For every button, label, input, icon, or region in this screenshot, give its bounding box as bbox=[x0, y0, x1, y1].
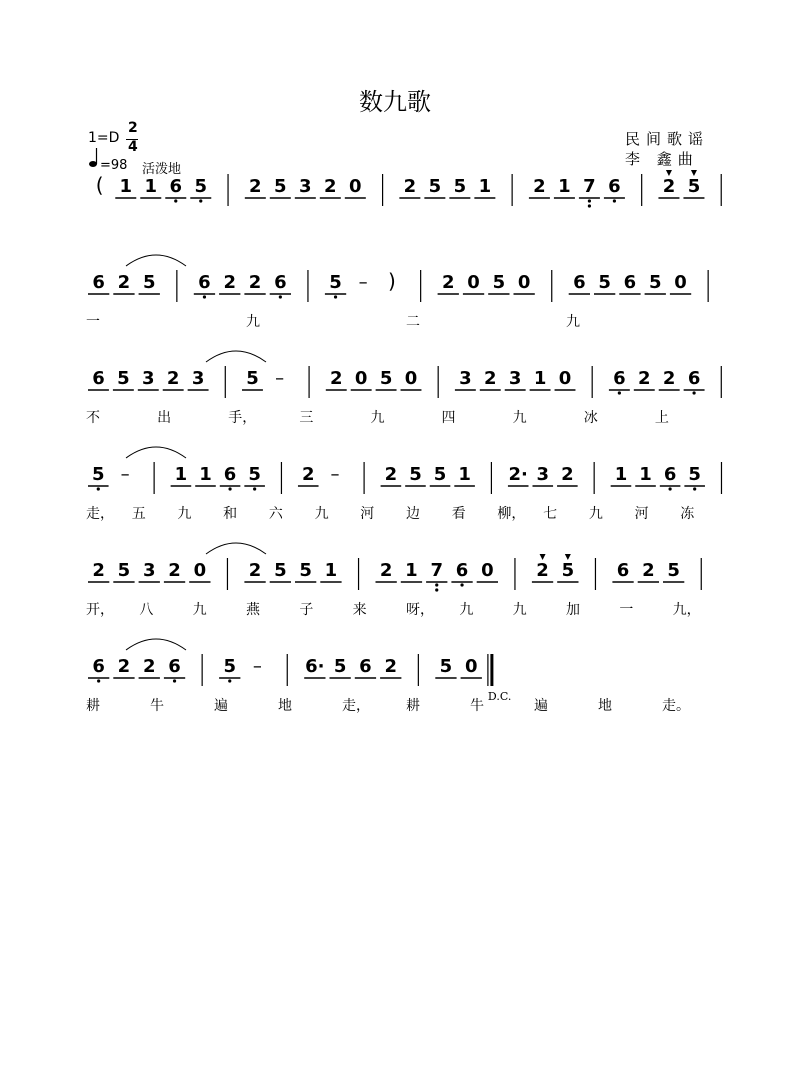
lyric-word: 耕 bbox=[406, 698, 420, 714]
da-capo-mark: D.C. bbox=[487, 690, 512, 703]
note-digit: 1 bbox=[478, 176, 492, 197]
note-digit: 0 bbox=[404, 368, 418, 389]
sustain-dash: – bbox=[120, 464, 130, 485]
low-octave-dot bbox=[693, 391, 696, 394]
note-digit: 5 bbox=[92, 464, 105, 485]
lyric-word: 冻 bbox=[680, 506, 695, 522]
note-digit: 2 bbox=[662, 368, 676, 389]
note-digit: 2 bbox=[248, 272, 262, 293]
note-digit: 2 bbox=[301, 464, 315, 485]
lyric-word: 不 bbox=[86, 410, 100, 426]
note-digit: 0 bbox=[517, 272, 531, 293]
note-digit: 0 bbox=[481, 560, 494, 581]
lyric-word: 一 bbox=[619, 602, 634, 618]
note-digit: 3 bbox=[459, 368, 472, 389]
note-digit: 3 bbox=[299, 176, 312, 197]
note-digit: 2 bbox=[403, 176, 417, 197]
note-digit: 2 bbox=[642, 560, 655, 581]
low-octave-dot bbox=[334, 295, 337, 298]
note-digit: 1 bbox=[639, 464, 652, 485]
lyric-word: 五 bbox=[131, 506, 146, 522]
note-digit: 3 bbox=[142, 368, 155, 389]
lyric-word: 和 bbox=[223, 506, 238, 522]
note-digit: 0 bbox=[467, 272, 480, 293]
lyric-word: 九 bbox=[246, 314, 260, 330]
note-digit: 5 bbox=[409, 464, 422, 485]
sustain-dash: – bbox=[358, 272, 368, 293]
note-digit: 5 bbox=[117, 368, 130, 389]
low-octave-dot bbox=[279, 295, 282, 298]
note-digit: 1 bbox=[558, 176, 571, 197]
note-digit: 5 bbox=[598, 272, 611, 293]
lyric-word: 冰 bbox=[583, 410, 598, 426]
note-digit: 2 bbox=[223, 272, 237, 293]
note-digit: 5 bbox=[688, 464, 701, 485]
lyric-word: 九 bbox=[512, 602, 527, 618]
note-digit: 2 bbox=[379, 560, 393, 581]
note-digit: 5 bbox=[667, 560, 680, 581]
note-digit: 5 bbox=[433, 464, 447, 485]
lyric-word: 遍 bbox=[534, 698, 548, 714]
lyric-word: 出 bbox=[157, 410, 172, 426]
note-digit: 1 bbox=[144, 176, 158, 197]
note-digit: 5 bbox=[117, 560, 131, 581]
note-digit: 5 bbox=[428, 176, 442, 197]
low-octave-dot bbox=[588, 204, 591, 207]
note-digit: 7 bbox=[430, 560, 444, 581]
sustain-dash: – bbox=[330, 464, 340, 485]
lyric-word: 子 bbox=[299, 602, 314, 618]
note-digit: 0 bbox=[354, 368, 368, 389]
note-digit: 5 bbox=[687, 176, 701, 197]
lyric-word: 看 bbox=[451, 506, 466, 522]
low-octave-dot bbox=[203, 295, 206, 298]
note-digit: 5 bbox=[223, 656, 237, 677]
note-digit: 6 bbox=[92, 272, 105, 293]
parenthesis: ) bbox=[387, 269, 396, 293]
note-digit: 6 bbox=[168, 656, 181, 677]
low-octave-dot bbox=[435, 588, 438, 591]
note-digit: 2 bbox=[329, 368, 343, 389]
lyric-word: 耕 bbox=[86, 698, 100, 714]
time-signature-top: 2 bbox=[128, 120, 138, 136]
lyric-word: 手， bbox=[228, 410, 257, 426]
lyric-word: 牛 bbox=[150, 698, 164, 714]
sustain-dash: – bbox=[275, 368, 285, 389]
note-digit: 3 bbox=[508, 368, 522, 389]
note-digit: 1 bbox=[174, 464, 188, 485]
note-digit: 2 bbox=[536, 560, 549, 581]
note-digit: 0 bbox=[193, 560, 207, 581]
note-digit: 6 bbox=[455, 560, 469, 581]
lyric-word: 二 bbox=[406, 314, 420, 330]
lyric-word: 九， bbox=[672, 602, 701, 618]
note-digit: 6 bbox=[92, 656, 105, 677]
note-digit: 6 bbox=[613, 368, 626, 389]
note-digit: 5 bbox=[142, 272, 156, 293]
note-digit: 3 bbox=[536, 464, 550, 485]
lyric-word: 燕 bbox=[246, 602, 260, 618]
lyric-word: 河 bbox=[360, 506, 375, 522]
key-signature: 1=D bbox=[88, 130, 120, 146]
note-digit: 3 bbox=[142, 560, 156, 581]
low-octave-dot bbox=[173, 679, 176, 682]
note-digit: 5 bbox=[274, 176, 287, 197]
note-digit: 5 bbox=[248, 464, 261, 485]
note-digit: 6 bbox=[274, 272, 287, 293]
note-digit: 1 bbox=[119, 176, 133, 197]
low-octave-dot bbox=[435, 583, 438, 586]
note-digit: 5 bbox=[246, 368, 259, 389]
note-digit: 5 bbox=[379, 368, 393, 389]
tempo-marking: =98 bbox=[100, 158, 128, 173]
note-digit: 2 bbox=[484, 368, 497, 389]
composer-credit: 李 鑫曲 bbox=[625, 150, 699, 168]
lyric-word: 呀， bbox=[406, 602, 434, 618]
lyric-word: 来 bbox=[352, 602, 367, 618]
low-octave-dot bbox=[97, 679, 100, 682]
note-digit: 0 bbox=[674, 272, 687, 293]
note-digit: 5 bbox=[274, 560, 287, 581]
note-digit: 1 bbox=[199, 464, 212, 485]
lyric-word: 上 bbox=[654, 410, 669, 426]
lyric-word: 九 bbox=[459, 602, 474, 618]
sustain-dash: – bbox=[252, 656, 262, 677]
lyric-word: 边 bbox=[406, 506, 420, 522]
note-digit: 0 bbox=[558, 368, 572, 389]
lyric-word: 九 bbox=[588, 506, 603, 522]
note-digit: 5 bbox=[299, 560, 312, 581]
lyric-word: 七 bbox=[543, 506, 558, 522]
low-octave-dot bbox=[588, 199, 591, 202]
note-digit: 5 bbox=[439, 656, 453, 677]
note-digit: 6 bbox=[198, 272, 211, 293]
note-digit: 2 bbox=[166, 368, 180, 389]
slur-arc bbox=[126, 255, 186, 266]
lyric-word: 九 bbox=[177, 506, 192, 522]
note-digit: 2 bbox=[384, 656, 398, 677]
note-digit: 5 bbox=[648, 272, 662, 293]
lyric-word: 四 bbox=[441, 410, 456, 426]
note-digit: 2 bbox=[168, 560, 181, 581]
note-digit: 2 bbox=[441, 272, 455, 293]
note-digit: 1 bbox=[405, 560, 418, 581]
note-digit: 2 bbox=[384, 464, 398, 485]
note-digit: 6 bbox=[663, 464, 677, 485]
low-octave-dot bbox=[199, 199, 202, 202]
note-digit: 6 bbox=[623, 272, 637, 293]
lyric-word: 开， bbox=[86, 602, 114, 618]
lyric-word: 地 bbox=[598, 698, 612, 714]
lyric-source: 民间歌谣 bbox=[625, 130, 710, 148]
note-digit: 2 bbox=[638, 368, 651, 389]
note-digit: 6 bbox=[573, 272, 586, 293]
note-digit: 0 bbox=[464, 656, 478, 677]
note-digit: 2 bbox=[561, 464, 574, 485]
note-digit: 1 bbox=[614, 464, 628, 485]
lyric-word: 九 bbox=[370, 410, 385, 426]
note-digit: 2 bbox=[117, 656, 131, 677]
lyric-word: 地 bbox=[278, 698, 292, 714]
note-digit: 5 bbox=[561, 560, 575, 581]
low-octave-dot bbox=[253, 487, 256, 490]
lyric-word: 九 bbox=[314, 506, 329, 522]
parenthesis: ( bbox=[95, 173, 104, 197]
note-digit: 1 bbox=[533, 368, 547, 389]
note-digit: 1 bbox=[458, 464, 471, 485]
lyric-word: 牛 bbox=[470, 698, 484, 714]
low-octave-dot bbox=[97, 487, 100, 490]
lyric-word: 九 bbox=[192, 602, 207, 618]
low-octave-dot bbox=[460, 583, 463, 586]
song-title: 数九歌 bbox=[359, 88, 431, 116]
low-octave-dot bbox=[228, 679, 231, 682]
lyric-word: 走， bbox=[342, 698, 370, 714]
lyric-word: 河 bbox=[634, 506, 649, 522]
note-digit: 2 bbox=[248, 560, 262, 581]
note-digit: 2 bbox=[662, 176, 676, 197]
note-digit: 6 bbox=[359, 656, 372, 677]
slur-arc bbox=[126, 447, 186, 458]
note-digit: 0 bbox=[349, 176, 362, 197]
note-digit: 1 bbox=[324, 560, 338, 581]
lyric-word: 遍 bbox=[214, 698, 228, 714]
time-signature-bottom: 4 bbox=[128, 139, 138, 155]
lyric-word: 九 bbox=[566, 314, 580, 330]
lyric-word: 九 bbox=[512, 410, 527, 426]
low-octave-dot bbox=[618, 391, 621, 394]
note-digit: 5 bbox=[492, 272, 506, 293]
note-digit: 5 bbox=[194, 176, 208, 197]
note-digit: 2· bbox=[508, 464, 528, 485]
note-digit: 5 bbox=[333, 656, 347, 677]
note-digit: 5 bbox=[329, 272, 342, 293]
lyric-word: 一 bbox=[86, 314, 100, 330]
lyric-word: 加 bbox=[566, 602, 580, 618]
note-digit: 2 bbox=[324, 176, 337, 197]
low-octave-dot bbox=[693, 487, 696, 490]
note-digit: 6 bbox=[223, 464, 237, 485]
note-digit: 2 bbox=[92, 560, 105, 581]
lyric-word: 三 bbox=[299, 410, 314, 426]
slur-arc bbox=[126, 639, 186, 650]
lyric-word: 走， bbox=[86, 506, 114, 522]
note-digit: 6 bbox=[169, 176, 183, 197]
note-digit: 6· bbox=[305, 656, 325, 677]
low-octave-dot bbox=[228, 487, 231, 490]
note-digit: 2 bbox=[117, 272, 131, 293]
note-digit: 7 bbox=[583, 176, 596, 197]
slur-arc bbox=[206, 351, 266, 362]
slur-arc bbox=[206, 543, 266, 554]
lyric-word: 柳， bbox=[497, 506, 526, 522]
lyric-word: 走。 bbox=[662, 698, 690, 714]
lyric-word: 六 bbox=[268, 506, 283, 522]
low-octave-dot bbox=[669, 487, 672, 490]
low-octave-dot bbox=[174, 199, 177, 202]
expression-marking: 活泼地 bbox=[142, 162, 182, 177]
note-digit: 5 bbox=[453, 176, 467, 197]
note-digit: 2 bbox=[533, 176, 546, 197]
note-digit: 6 bbox=[92, 368, 105, 389]
lyric-word: 八 bbox=[139, 602, 154, 618]
low-octave-dot bbox=[613, 199, 616, 202]
note-digit: 6 bbox=[687, 368, 701, 389]
note-digit: 2 bbox=[249, 176, 262, 197]
note-digit: 6 bbox=[608, 176, 621, 197]
note-digit: 2 bbox=[142, 656, 156, 677]
note-digit: 6 bbox=[616, 560, 630, 581]
note-digit: 3 bbox=[191, 368, 205, 389]
